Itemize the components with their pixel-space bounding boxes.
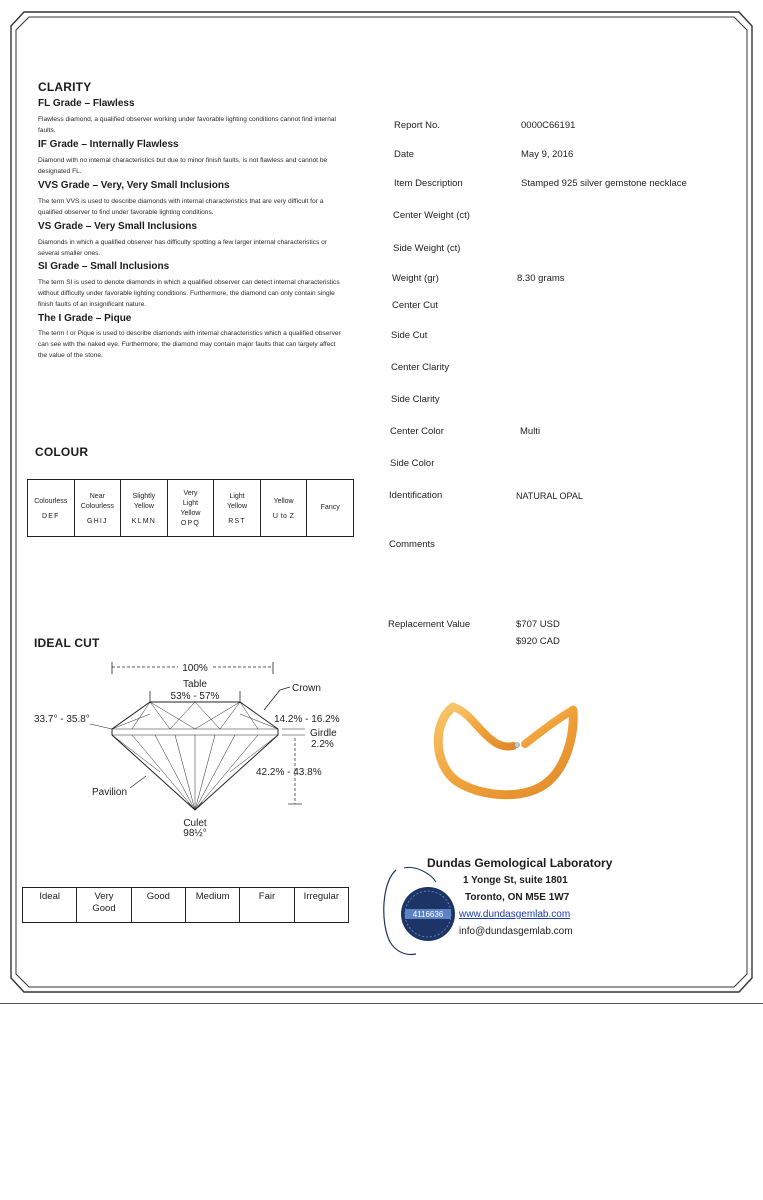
field-label: Center Color [390,426,444,437]
lab-name: Dundas Gemological Laboratory [427,856,613,870]
crown-angle-label: 33.7° - 35.8° [34,714,90,725]
cut-grade-cell: Good [131,888,185,923]
diamond-proportions-diagram [20,652,360,837]
hologram-seal [376,862,456,958]
clarity-grade-desc: The term SI is used to denote diamonds in which a qualified observer can detect internal characteristics without difficulty under favorable lighting conditions. Furthermore, the diamond can only contain single finish faults of an insignificant nature. [38,279,340,308]
colour-cell-codes: OPQ [180,520,201,527]
field-label: Side Color [390,458,435,469]
cut-grade-cell: Very Good [77,888,131,923]
lab-address-line-1: 1 Yonge St, suite 1801 [463,875,568,886]
colour-cell [121,480,168,537]
replacement-usd-value: $707 USD [516,619,560,630]
colour-cell-codes: KLMN [131,517,157,525]
colour-cell-codes: GHIJ [86,517,108,525]
table-label: Table [183,679,207,690]
field-label: Comments [389,539,435,550]
culet-label: Culet [183,818,207,829]
page-bottom-rule [0,1003,763,1004]
colour-cell-name: Very Light Yellow [180,490,201,517]
pavilion-depth-label: 42.2% - 43.8% [256,767,322,778]
colour-cell-name: Colourless [34,497,68,505]
colour-scale-table [27,479,354,537]
ideal-cut-heading: IDEAL CUT [34,636,100,650]
crown-label: Crown [292,683,321,694]
colour-cell [214,480,261,537]
girdle-label: Girdle [310,728,337,739]
replacement-cad-value: $920 CAD [516,636,560,647]
field-label: Side Clarity [391,394,440,405]
colour-cell [167,480,214,537]
lab-website-link[interactable]: www.dundasgemlab.com [459,909,571,920]
item-description-value: Stamped 925 silver gemstone necklace [521,178,687,189]
cut-grade-cell: Ideal [23,888,77,923]
colour-cell [260,480,307,537]
crown-height-label: 14.2% - 16.2% [274,714,340,725]
clarity-grade-desc: The term I or Pique is used to describe diamonds with internal characteristics which a qualified observer can see with the naked eye. Furthermore, the diamond may contain major faults that can largely affect the value of the stone. [38,330,341,359]
colour-cell-name: Yellow [273,497,294,505]
field-label: Report No. [394,120,440,131]
pavilion-label: Pavilion [92,787,128,798]
field-label: Weight (gr) [392,273,439,284]
clarity-grade-title: The I Grade – Pique [38,313,132,324]
field-label: Side Cut [391,330,428,341]
clarity-grade-title: FL Grade – Flawless [38,98,135,109]
cut-grade-cell: Irregular [294,888,348,923]
field-label: Side Weight (ct) [393,243,461,254]
field-label: Center Weight (ct) [393,210,470,221]
lab-email[interactable]: info@dundasgemlab.com [459,926,573,937]
cut-grade-table [22,887,349,923]
center-color-value: Multi [520,426,541,437]
colour-cell-name: Near Colourless [80,492,114,510]
clarity-grade-title: SI Grade – Small Inclusions [38,261,170,272]
replacement-value-label: Replacement Value [388,619,471,630]
clarity-grade-desc: Flawless diamond, a qualified observer working under favorable lighting conditions cannot find internal faults. [38,116,336,134]
field-label: Center Clarity [391,362,450,373]
girdle-value-label: 2.2% [311,739,334,750]
clarity-grade-title: VS Grade – Very Small Inclusions [38,221,197,232]
field-label: Item Description [394,178,463,189]
field-label: Date [394,149,415,160]
identification-value: NATURAL OPAL [516,491,583,501]
colour-cell-codes: U to Z [272,512,295,520]
colour-cell [28,480,75,537]
table-range-label: 53% - 57% [170,691,220,702]
necklace-photo [425,692,595,807]
colour-cell-name: Fancy [320,504,340,511]
cut-grade-cell: Fair [240,888,294,923]
clarity-grade-desc: Diamonds in which a qualified observer has difficulty spotting a few larger internal characteristics or several smaller ones. [38,239,328,257]
colour-heading: COLOUR [35,445,89,459]
field-label: Identification [389,490,443,501]
seal-number: 4116636 [412,910,444,919]
clarity-grade-title: IF Grade – Internally Flawless [38,139,179,150]
weight-value: 8.30 grams [517,273,565,284]
colour-cell-name: Light Yellow [227,492,248,510]
colour-cell-codes: RST [228,517,246,525]
date-value: May 9, 2016 [521,149,574,160]
clarity-grade-desc: The term VVS is used to describe diamonds with internal characteristics that are very difficult for a qualified observer to find under favorable lighting conditions. [38,198,324,216]
colour-cell-name: Slightly Yellow [132,492,156,510]
culet-value-label: 98½° [183,828,207,837]
clarity-heading: CLARITY [38,80,92,94]
cut-grade-cell: Medium [185,888,239,923]
clarity-grade-desc: Diamond with no internal characteristics but due to minor finish faults, is not flawless and cannot be designated FL. [38,157,328,175]
colour-cell [74,480,121,537]
lab-address-line-2: Toronto, ON M5E 1W7 [465,892,570,903]
colour-cell-codes: DEF [41,512,60,520]
field-label: Center Cut [392,300,438,311]
report-number-value: 0000C66191 [521,120,576,131]
colour-cell [307,480,354,537]
total-width-label: 100% [182,663,208,674]
clarity-grade-title: VVS Grade – Very, Very Small Inclusions [38,180,230,191]
